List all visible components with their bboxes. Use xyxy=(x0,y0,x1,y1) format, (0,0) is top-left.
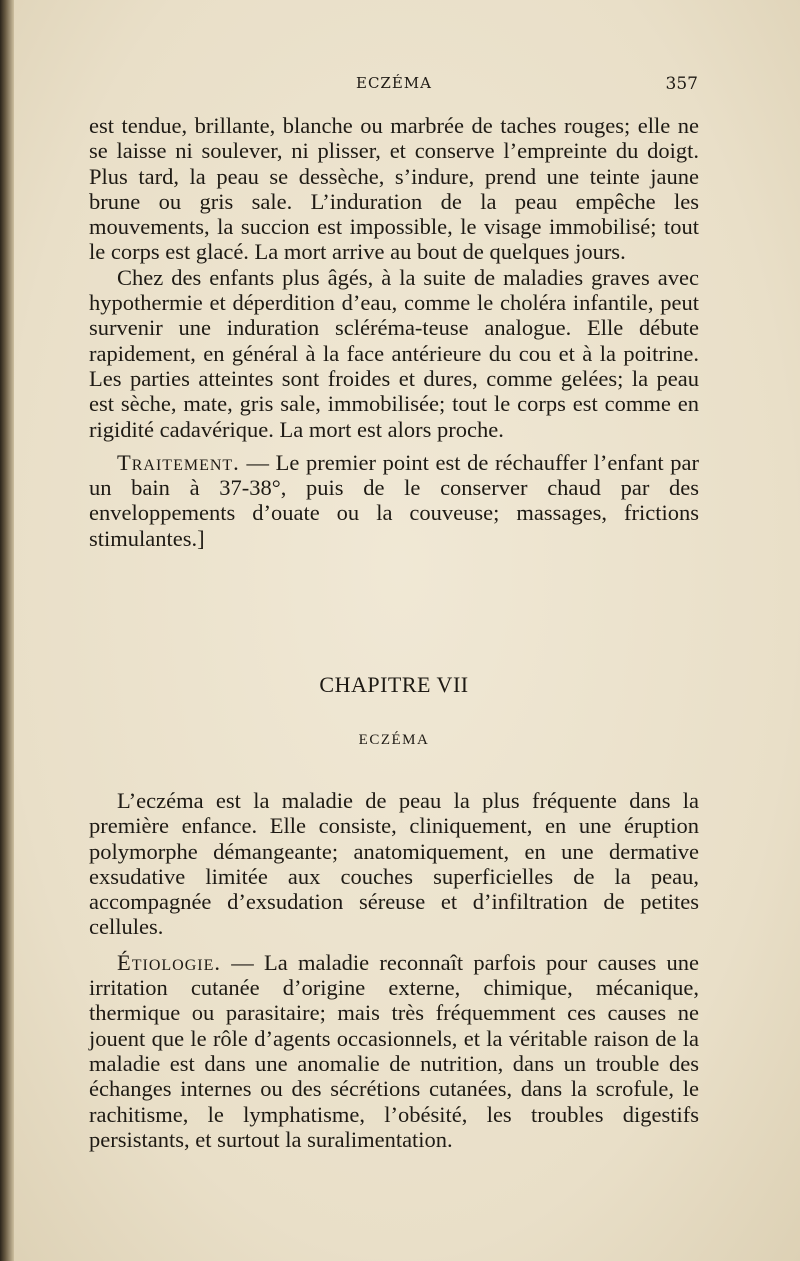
chapter-title: CHAPITRE VII xyxy=(319,672,469,697)
page-number: 357 xyxy=(665,74,698,94)
traitement-label: Traitement. xyxy=(117,449,240,475)
etiologie-text: — La maladie reconnaît parfois pour causes une irritation cutanée d’origine externe, chimique, mécanique, thermique ou parasitaire; mais très fréquemment ces causes ne jouent que le rôle d’agents occasionnels, et la véritable raison de la maladie est dans une anomalie de nutrition, dans un trouble des échanges internes ou des sécrétions cutanées, dans la scrofule, le rachitisme, le lymphatisme, l’obésité, les troubles digestifs persistants, et surtout la suralimentation. xyxy=(89,949,699,1152)
chapter-subtitle: ECZÉMA xyxy=(358,732,430,748)
paragraph-older-children: Chez des enfants plus âgés, à la suite de maladies graves avec hypothermie et déperdition d’eau, comme le choléra infantile, peut survenir une induration scléréma-teuse analogue. Elle débute rapidement, en général à la face antérieure du cou et à la poitrine. Les parties atteintes sont froides et dures, comme gelées; la peau est sèche, mate, gris sale, immobilisée; tout le corps est comme en rigidité cadavérique. La mort est alors proche. xyxy=(89,264,699,442)
running-head xyxy=(90,74,698,98)
body-text-top xyxy=(89,113,699,551)
traitement-text: — Le premier point est de réchauffer l’enfant par un bain à 37-38°, puis de le conserver chaud par des enveloppements d’ouate ou la couveuse; massages, frictions stimulantes.] xyxy=(89,449,699,551)
running-head-title: ECZÉMA xyxy=(356,74,432,92)
paragraph-traitement xyxy=(89,450,699,551)
paragraph-etiologie xyxy=(89,950,699,1152)
paragraph-continued: est tendue, brillante, blanche ou marbrée de taches rouges; elle ne se laisse ni soulever, ni plisser, et conserve l’empreinte du doigt. Plus tard, la peau se dessèche, s’indure, prend une teinte jaune brune ou gris sale. L’induration de la peau empêche les mouvements, la succion est impossible, le visage immobilisé; tout le corps est glacé. La mort arrive au bout de quelques jours. xyxy=(89,113,699,265)
body-text-bottom xyxy=(89,788,699,1152)
etiologie-label: Étiologie. xyxy=(117,949,222,975)
paragraph-intro: L’eczéma est la maladie de peau la plus fréquente dans la première enfance. Elle consiste, cliniquement, en une éruption polymorphe démangeante; anatomiquement, en une dermative exsudative limitée aux couches superficielles de la peau, accompagnée d’exsudation séreuse et d’infiltration de petites cellules. xyxy=(89,788,699,940)
page-binding-edge xyxy=(0,0,14,1261)
